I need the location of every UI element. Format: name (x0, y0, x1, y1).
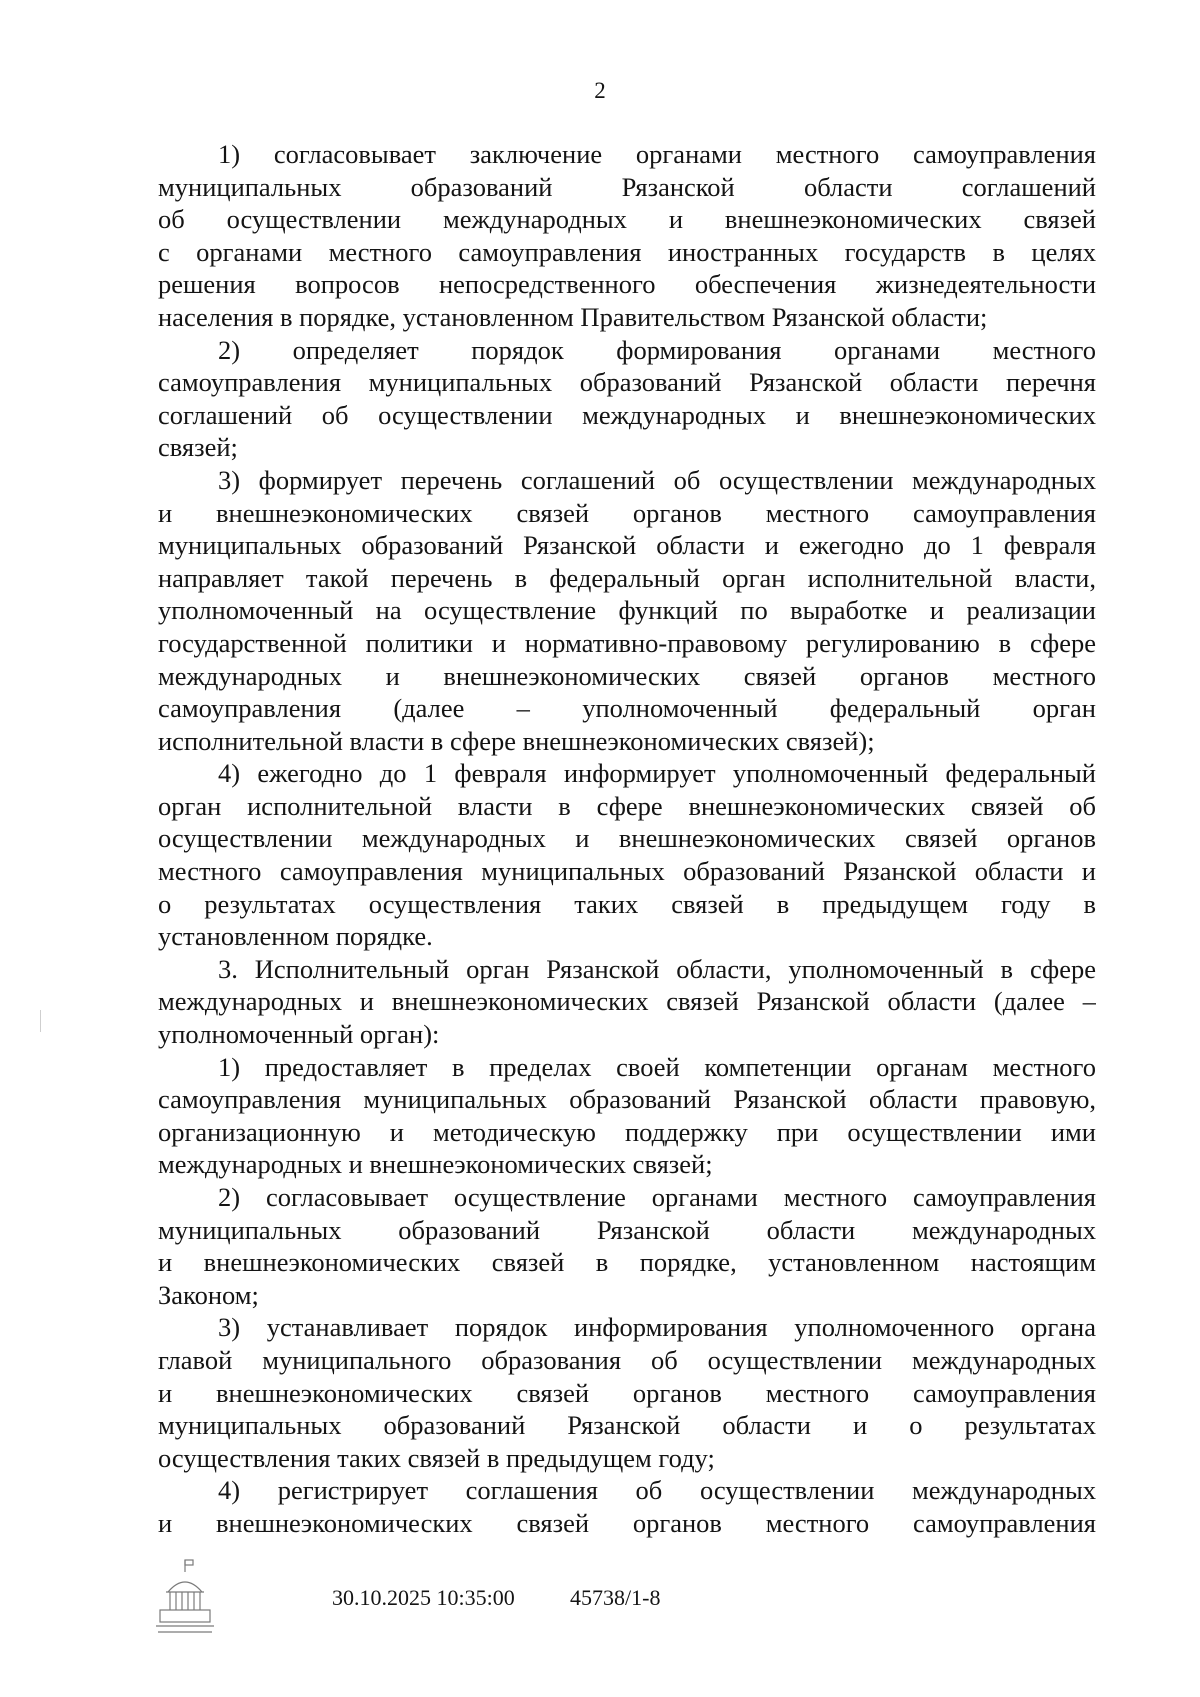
text-line: и внешнеэкономических связей органов местного самоуправления (158, 1507, 1096, 1538)
text-line: 3) устанавливает порядок информирования уполномоченного органа (218, 1312, 1096, 1343)
paragraph (158, 1051, 1096, 1181)
text-line: 3. Исполнительный орган Рязанской области, уполномоченный в сфере (218, 953, 1096, 984)
text-line: 2) согласовывает осуществление органами местного самоуправления (218, 1182, 1096, 1212)
text-line: муниципальных образований Рязанской области соглашений (158, 171, 1096, 202)
text-line: уполномоченный орган): (158, 1019, 440, 1050)
text-line: исполнительной власти в сфере внешнеэкономических связей); (158, 725, 875, 756)
text-line: и внешнеэкономических связей в порядке, установленном настоящим (158, 1247, 1096, 1278)
text-line: муниципальных образований Рязанской области и о результатах (158, 1410, 1096, 1441)
text-line: населения в порядке, установленном Правительством Рязанской области; (158, 301, 988, 332)
text-line: государственной политики и нормативно-правовому регулированию в сфере (158, 627, 1096, 658)
paragraph (158, 464, 1096, 757)
paragraph (158, 1311, 1096, 1474)
text-line: о результатах осуществления таких связей в предыдущем году в (158, 888, 1096, 919)
text-line: 2) определяет порядок формирования органами местного (218, 334, 1096, 365)
parliament-building-icon (154, 1558, 216, 1640)
paragraph (158, 1474, 1096, 1539)
text-line: самоуправления (далее – уполномоченный федеральный орган (158, 693, 1096, 724)
text-line: муниципальных образований Рязанской области и ежегодно до 1 февраля (158, 530, 1096, 561)
text-line: осуществлении международных и внешнеэкономических связей органов (158, 823, 1096, 854)
paragraph (158, 138, 1096, 334)
scan-edge-mark (40, 1010, 41, 1032)
paragraph (158, 757, 1096, 953)
text-line: главой муниципального образования об осуществлении международных (158, 1344, 1096, 1375)
text-line: орган исполнительной власти в сфере внешнеэкономических связей об (158, 790, 1096, 821)
text-line: международных и внешнеэкономических связей; (158, 1149, 713, 1180)
footer-datetime: 30.10.2025 10:35:00 (332, 1585, 515, 1610)
text-line: муниципальных образований Рязанской области международных (158, 1214, 1096, 1245)
text-line: соглашений об осуществлении международных и внешнеэкономических (158, 399, 1096, 430)
text-line: 3) формирует перечень соглашений об осуществлении международных (218, 464, 1096, 495)
text-line: уполномоченный на осуществление функций по выработке и реализации (158, 595, 1096, 626)
text-line: осуществления таких связей в предыдущем году; (158, 1442, 715, 1473)
text-line: и внешнеэкономических связей органов местного самоуправления (158, 497, 1096, 528)
text-line: 1) предоставляет в пределах своей компетенции органам местного (218, 1051, 1096, 1082)
text-line: самоуправления муниципальных образований Рязанской области правовую, (158, 1084, 1096, 1115)
text-line: 4) ежегодно до 1 февраля информирует уполномоченный федеральный (218, 758, 1096, 789)
text-line: с органами местного самоуправления иностранных государств в целях (158, 236, 1096, 267)
page-number: 2 (594, 78, 606, 103)
text-line: установленном порядке. (158, 921, 433, 952)
text-line: направляет такой перечень в федеральный орган исполнительной власти, (158, 562, 1096, 593)
text-line: международных и внешнеэкономических связей органов местного (158, 660, 1096, 691)
text-line: 4) регистрирует соглашения об осуществлении международных (218, 1475, 1096, 1506)
document-body (158, 138, 1096, 1540)
text-line: организационную и методическую поддержку при осуществлении ими (158, 1116, 1096, 1147)
footer-registration-number: 45738/1-8 (570, 1585, 661, 1610)
text-line: местного самоуправления муниципальных образований Рязанской области и (158, 856, 1096, 887)
text-line: самоуправления муниципальных образований Рязанской области перечня (158, 367, 1096, 398)
text-line: и внешнеэкономических связей органов местного самоуправления (158, 1377, 1096, 1408)
paragraph (158, 334, 1096, 464)
text-line: решения вопросов непосредственного обеспечения жизнедеятельности (158, 269, 1096, 300)
text-line: связей; (158, 432, 238, 463)
paragraph (158, 953, 1096, 1051)
text-line: об осуществлении международных и внешнеэкономических связей (158, 204, 1096, 235)
text-line: международных и внешнеэкономических связей Рязанской области (далее – (158, 986, 1096, 1017)
text-line: Законом; (158, 1279, 259, 1310)
text-line: 1) согласовывает заключение органами местного самоуправления (218, 139, 1096, 169)
paragraph (158, 1181, 1096, 1311)
